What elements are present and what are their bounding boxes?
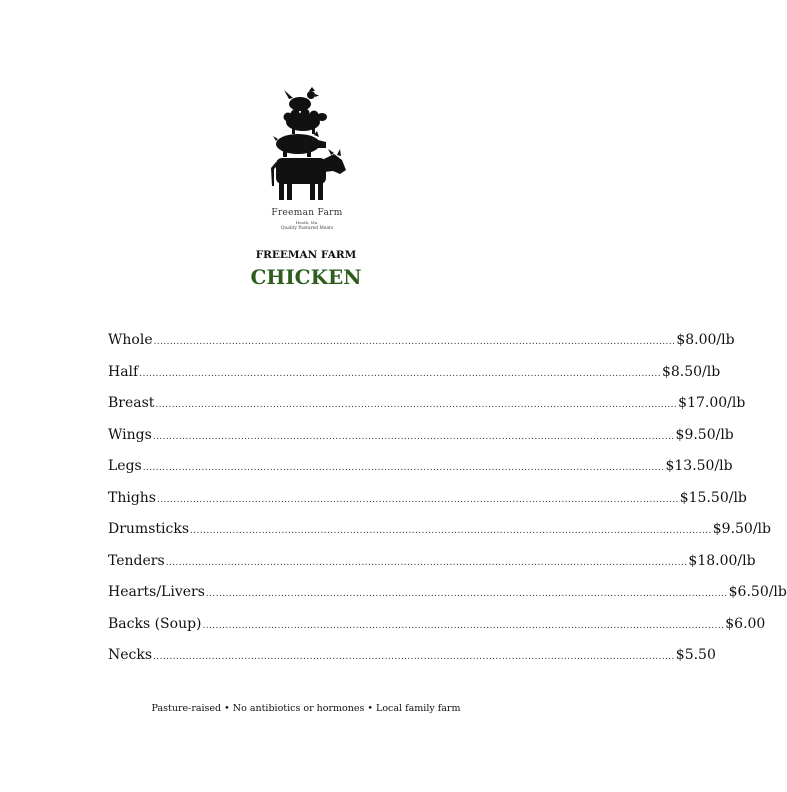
item-price: $15.50/lb xyxy=(679,489,747,506)
item-price: $8.00/lb xyxy=(676,332,735,348)
item-name: Necks xyxy=(108,647,153,663)
item-name: Half xyxy=(108,363,139,380)
price-row-thighs xyxy=(108,487,747,519)
logo-farm-name: Freeman Farm xyxy=(271,208,343,218)
dot-leader: ................................................................................................................................................................ xyxy=(205,589,728,599)
item-price: $17.00/lb xyxy=(678,395,746,411)
price-row-hearts-livers xyxy=(108,581,787,613)
item-name: Backs (Soup) xyxy=(108,615,202,632)
item-price: $8.50/lb xyxy=(661,363,721,380)
farm-logo xyxy=(260,86,354,236)
dot-leader: ................................................................................................................................................................ xyxy=(139,368,661,379)
logo-location: Heath, Ma. xyxy=(295,220,319,225)
item-price: $13.50/lb xyxy=(665,458,733,474)
price-row-wings xyxy=(108,424,734,456)
item-name: Whole xyxy=(108,332,153,348)
item-name: Legs xyxy=(108,458,142,474)
dot-leader: ................................................................................................................................................................ xyxy=(157,494,679,505)
price-row-drumsticks xyxy=(108,518,771,550)
item-name: Drumsticks xyxy=(108,521,190,537)
dot-leader: ................................................................................................................................................................ xyxy=(142,463,665,473)
item-name: Wings xyxy=(108,426,152,443)
item-price: $18.00/lb xyxy=(688,552,756,569)
logo-tagline: Quality Pastured Meats xyxy=(280,226,334,231)
price-row-legs xyxy=(108,455,733,487)
price-list xyxy=(108,329,787,676)
item-price: $9.50/lb xyxy=(675,426,734,443)
price-row-breast xyxy=(108,392,746,424)
farm-name-heading: FREEMAN FARM xyxy=(255,249,357,261)
item-price: $6.50/lb xyxy=(728,584,787,600)
dot-leader: ................................................................................................................................................................ xyxy=(202,620,725,631)
dot-leader: ................................................................................................................................................................ xyxy=(155,400,678,410)
price-row-backs xyxy=(108,613,766,645)
dot-leader: ................................................................................................................................................................ xyxy=(153,337,676,347)
item-price: $9.50/lb xyxy=(712,521,771,537)
dot-leader: ................................................................................................................................................................ xyxy=(152,431,675,442)
page-title: CHICKEN xyxy=(250,265,362,289)
dot-leader: ................................................................................................................................................................ xyxy=(190,526,712,536)
dot-leader: ................................................................................................................................................................ xyxy=(153,652,675,662)
item-price: $5.50 xyxy=(675,647,716,663)
item-name: Breast xyxy=(108,395,155,411)
dot-leader: ................................................................................................................................................................ xyxy=(165,557,688,568)
item-name: Thighs xyxy=(108,489,156,506)
price-row-whole xyxy=(108,329,735,361)
stacked-animals-icon xyxy=(260,86,354,204)
item-price: $6.00 xyxy=(725,615,766,632)
price-row-half xyxy=(108,361,721,393)
price-row-tenders xyxy=(108,550,756,582)
footer-note: Pasture-raised • No antibiotics or hormones • Local family farm xyxy=(151,703,461,714)
price-row-necks xyxy=(108,644,716,676)
item-name: Hearts/Livers xyxy=(108,584,205,600)
item-name: Tenders xyxy=(108,552,165,569)
